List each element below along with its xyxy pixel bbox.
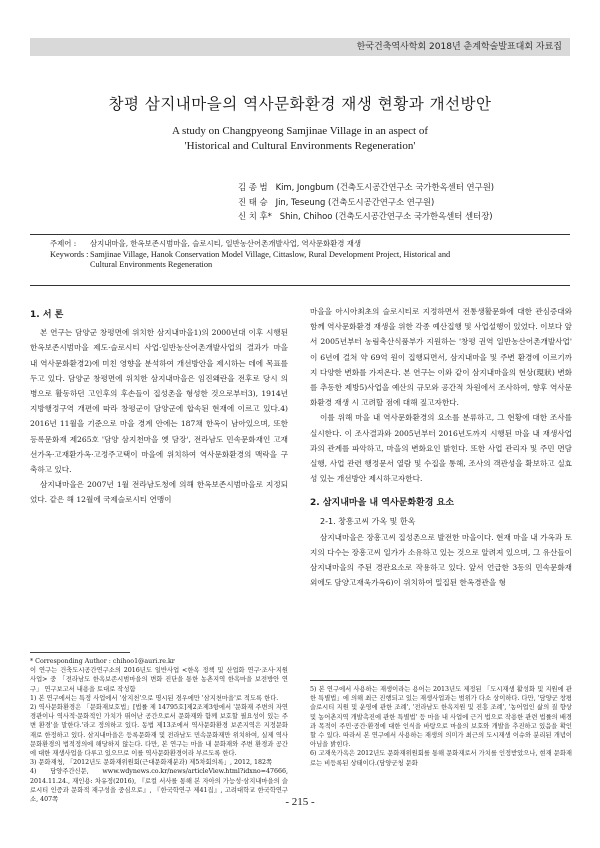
- keywords-en-label: Keywords :: [50, 249, 89, 259]
- footnote: 이 연구는 건축도시공간연구소의 2016년도 일반사업 <한옥 정책 및 산업화 연구·조사·지원 사업> 중 「전라남도 한옥보존시범마을의 변화 진단을 통한 농촌지역 한옥마을 보전방안 연구」 연구보고서 내용을 토대로 작성함: [30, 667, 288, 693]
- footnote: 1) 본 연구에서는 특정 사업에서 '삼지천'으로 명시된 경우에만 '삼지천마을'로 적도록 한다.: [30, 694, 279, 702]
- author-affiliation: Shin, Chihoo (건축도시공간연구소 국가한옥센터 센터장): [279, 211, 493, 221]
- body-paragraph: 삼지내마을은 장흥고씨 집성촌으로 발전한 마을이다. 현재 마을 내 가옥과 토지의 다수는 장흥고씨 일가가 소유하고 있는 것으로 알려져 있으며, 그 유산들이 삼지내마을의 주된 경관요소로 작용하고 있다. 앞서 언급한 3동의 민속문화재 외에도 담양고재욱가옥6)이 위치하여 밀집된 한옥경관을 형: [310, 532, 572, 588]
- body-paragraph: 본 연구는 담양군 창평면에 위치한 삼지내마을1)의 2000년대 이후 시행된 한옥보존시범마을 제도·슬로시티 사업·일반농산어촌개발사업의 결과가 마을 내 역사문화환경2)에 미친 영향을 분석하여 개선방안을 제시하는 데에 목표를 두고 있다. 담양군 창평면에 위치한 삼지내마을은 임진왜란을 전후로 당시 의병으로 활동하던 고인후의 후손들이 집성촌을 형성한 것으로부터3), 1914년 지방행정구역 개편에 따라 창평군이 담양군에 합속된 현재에 이르고 있다.4) 2016년 11월을 기준으로 마을 경계 안에는 187채 한옥이 남아있으며, 또한 등록문화재 제265호 '담양 삼지천마을 옛 담장', 전라남도 민속문화재인 고재선가옥·고재환가옥·고정주고택이 마을에 위치하여 역사문화환경의 맥락을 구축하고 있다.: [30, 328, 288, 475]
- author-affiliation: Jin, Teseung (건축도시공간연구소 연구원): [275, 196, 435, 207]
- running-head: 한국건축역사학회 2018년 춘계학술발표대회 자료집: [30, 38, 570, 56]
- footnote-divider: [310, 680, 410, 681]
- paper-title-korean: 창평 삼지내마을의 역사문화환경 재생 현황과 개선방안: [108, 95, 492, 113]
- author-name-ko: 김 종 범: [238, 182, 268, 192]
- footnotes-left: [30, 652, 288, 804]
- section-heading-2: 2. 삼지내마을 내 역사문화환경 요소: [310, 498, 454, 509]
- keywords-ko-text: 삼지내마을, 한옥보존시범마을, 슬로시티, 일반농산어촌개발사업, 역사문화환경 재생: [90, 239, 362, 248]
- author-name-ko: 진 태 승: [238, 196, 268, 207]
- keywords-ko-label: 주제어 :: [50, 239, 77, 248]
- author-row: [238, 180, 578, 195]
- paper-title-english: [0, 124, 600, 154]
- footnote: 5) 본 연구에서 사용하는 재생이라는 용어는 2013년도 제정된 「도시재생 활성화 및 지원에 관한 특별법」에 의해 최근 진행되고 있는 재생사업과는 범위가 다소 상이하다. 다만, '담양군 창평슬로시티 지원 및 운영에 관한 조례', '전라남도 한옥지원 및 진흥 조례', '농어업인 삶의 질 향상 및 농어촌지역 개발촉진에 관한 특별법' 등 마을 내 사업에 근거 법으로 작용한 관련 법률의 배경과 목적이 주민·공간·환경에 대한 인식을 바탕으로 마을의 보호와 개발을 추진하고 있음을 확인할 수 있다. 따라서 본 연구에서 사용하는 재생의 의미가 최근의 도시재생 이슈와 분리된 개념이 아님을 밝힌다.: [310, 686, 572, 749]
- body-paragraph: 마을을 아시아최초의 슬로시티로 지정하면서 전통생활문화에 대한 관심증대와 함께 역사문화환경 재생을 위한 각종 예산집행 및 사업설행이 있었다. 이보다 앞서 2005년부터 농림축산식품부가 지원하는 '창평 권역 일반농산어촌개발사업' 이 6년에 걸쳐 약 69억 원이 집행되면서, 삼지내마을 및 주변 환경에 이르기까지 다양한 변화를 가져온다. 본 연구는 이와 같이 삼지내마을의 현상(現狀) 변화를 추동한 제방5)사업을 예산의 규모와 공간적 차원에서 조사하여, 향후 역사문화환경 재생 시 고려할 점에 대해 짚고자한다.: [310, 307, 572, 408]
- keywords-en-line-2: Cultural Environments Regeneration: [90, 260, 213, 269]
- keywords-block: [30, 234, 570, 286]
- keywords-en-text: [90, 250, 450, 271]
- footnote: 6) 고재욱가옥은 2012년도 문화재위원회를 통해 문화재로서 가치를 인정받았으나, 현재 문화재로는 비등록된 상태이다.(담양군청 문화: [310, 750, 572, 767]
- section-heading-introduction: 1. 서 론: [30, 310, 64, 320]
- footnotes-right: [310, 680, 572, 768]
- footnote-divider: [30, 652, 130, 653]
- author-row: [238, 195, 578, 210]
- body-column-right: [310, 304, 572, 591]
- footnote: 4) 담양주간신문, www.wdynews.co.kr/news/articleView.html?idxno=47666, 2014.11.24., 재인용: 차유정(2016), 『로컬 서사를 통해 본 자아의 가능성·삼지내마을의 슬로시티 인증과 문화적 재구성을 중심으로』, 『한국학연구 제41집』, 고려대학교 한국학연구소, 407쪽: [30, 768, 288, 804]
- title-en-line-2: 'Historical and Cultural Environments Regeneration': [184, 140, 416, 152]
- title-en-line-1: A study on Changpyeong Samjinae Village in an aspect of: [171, 125, 429, 137]
- footnote: 2) 역사문화환경은 「문화재보호법」[법률 제 14795호]제2조제3항에서 '문화재 주변의 자연경관이나 역사적·문화적인 가치가 뛰어난 공간으로서 문화재와 함께 보호할 필요성이 있는 주변 환경'을 말한다.'라고 정의하고 있다. 동법 제13조에서 역사문화환경 보존지역은 지정문화재로 한정하고 있다. 삼지내마을은 등록문화재 및 전라남도 민속문화재만 위치하여, 실제 역사문화환경의 법적정의에 해당하지 않는다. 다만, 본 연구는 마을 내 문화재와 주변 환경과 공간에 대한 재생사업을 다루고 있으므로 이를 역사문화환경이라 부르도록 한다.: [30, 704, 288, 758]
- body-column-left: [30, 304, 288, 508]
- author-affiliation: Kim, Jongbum (건축도시공간연구소 국가한옥센터 연구원): [275, 182, 495, 192]
- subsection-heading-2-1: 2-1. 창흥고씨 가옥 및 한옥: [320, 516, 416, 526]
- author-list: [238, 180, 578, 224]
- keywords-english: [30, 250, 570, 271]
- author-name-ko: 신 치 후*: [238, 211, 272, 221]
- keywords-en-line-1: Samjinae Village, Hanok Conservation Model Village, Cittaslow, Rural Development Project, Historical and: [90, 249, 451, 259]
- footnote: * Corresponding Author : chihoo1@auri.re.kr: [30, 658, 175, 665]
- keywords-korean: [30, 239, 570, 250]
- page-number: - 215 -: [285, 796, 315, 808]
- body-paragraph: 이를 위해 마을 내 역사문화환경의 요소를 분류하고, 그 현황에 대한 조사를 실시한다. 이 조사결과와 2005년부터 2016년도까지 시행된 마을 내 재생사업과의 관계를 파악하고, 마을의 변화요인 밝힌다. 또한 사업 관리자 및 주민 면담 실행, 사업 관련 행정문서 열람 및 수집을 통해, 조사의 객관성을 확보하고 실효성 있는 개선방안 제시하고자한다.: [310, 413, 572, 484]
- author-row: [238, 209, 578, 224]
- footnote: 3) 문화재청, 「2012년도 문화재위원회(근대문화재분과) 제5차회의록」, 2012, 182쪽: [30, 759, 273, 767]
- body-paragraph: 삼지내마을은 2007년 1월 전라남도청에 의해 한옥보존시범마을로 지정되었다. 같은 해 12월에 국제슬로시티 연맹이: [30, 480, 288, 505]
